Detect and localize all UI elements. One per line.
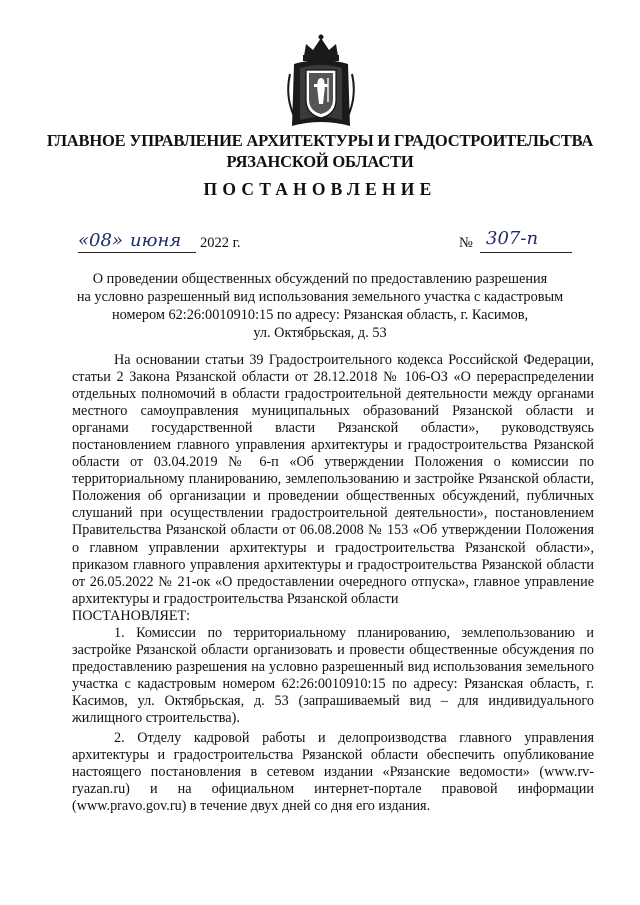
date-month: июня: [130, 230, 182, 251]
date-day: «08»: [78, 230, 123, 251]
agency-name: [40, 130, 600, 172]
document-type-title: ПОСТАНОВЛЕНИЕ: [203, 179, 437, 199]
document-subject: [50, 270, 590, 342]
decree-word: ПОСТАНОВЛЯЕТ:: [72, 607, 191, 624]
document-number: 307-п: [486, 228, 539, 249]
number-sign: №: [459, 235, 473, 251]
agency-line-2: РЯЗАНСКОЙ ОБЛАСТИ: [226, 152, 414, 171]
item-2-paragraph: 2. Отделу кадровой работы и делопроизводства главного управления архитектуры и градостроительства Рязанской области обеспечить опубликование настоящего постановления в сетевом издании «Рязанские ведомости» (www.rv-ryazan.ru) и на официальном интернет-портале правовой информации (www.pravo.gov.ru) в течение двух дней со дня его издания.: [72, 730, 594, 815]
subject-line-2: на условно разрешенный вид использования земельного участка с кадастровым: [76, 289, 564, 305]
date-underline: [78, 252, 196, 253]
document-body: [72, 352, 594, 815]
preamble-paragraph: На основании статьи 39 Градостроительного кодекса Российской Федерации, статьи 2 Закона Рязанской области от 28.12.2018 № 106-ОЗ «О перераспределении отдельных полномочий в области градостроительной деятельности между органами местного самоуправления муниципальных образований Рязанской области и органами государственной власти Рязанской области», руководствуясь постановлением главного управления архитектуры и градостроительства Рязанской области от 03.04.2019 № 6-п «Об утверждении Положения о комиссии по территориальному планированию, землепользованию и застройке Рязанской области, Положения об организации и проведении общественных обсуждений, публичных слушаний при осуществлении градостроительной деятельности», постановлением Правительства Рязанской области от 06.08.2008 № 153 «Об утверждении Положения о главном управлении архитектуры и градостроительства Рязанской области», приказом главного управления архитектуры и градостроительства Рязанской области от 26.05.2022 № 21-ок «О предоставлении очередного отпуска», главное управление архитектуры и градостроительства Рязанской области: [72, 352, 594, 607]
subject-line-4: ул. Октябрьская, д. 53: [253, 325, 387, 341]
number-underline: [480, 252, 572, 253]
date-year: 2022 г.: [200, 235, 241, 251]
agency-line-1: ГЛАВНОЕ УПРАВЛЕНИЕ АРХИТЕКТУРЫ И ГРАДОСТРОИТЕЛЬСТВА: [46, 131, 594, 150]
subject-line-1: О проведении общественных обсуждений по предоставлению разрешения: [92, 271, 548, 287]
date-number-row: [78, 230, 578, 256]
item-1-paragraph: 1. Комиссии по территориальному планированию, землепользованию и застройке Рязанской области организовать и провести общественные обсуждения по предоставлению разрешения на условно разрешенный вид использования земельного участка с кадастровым номером 62:26:0010910:15 по адресу: Рязанская область, г. Касимов, ул. Октябрьская, д. 53 (запрашиваемый вид – для индивидуального жилищного строительства).: [72, 624, 594, 726]
ryazan-coat-of-arms-icon: [284, 34, 358, 130]
subject-line-3: номером 62:26:0010910:15 по адресу: Рязанская область, г. Касимов,: [111, 307, 529, 323]
